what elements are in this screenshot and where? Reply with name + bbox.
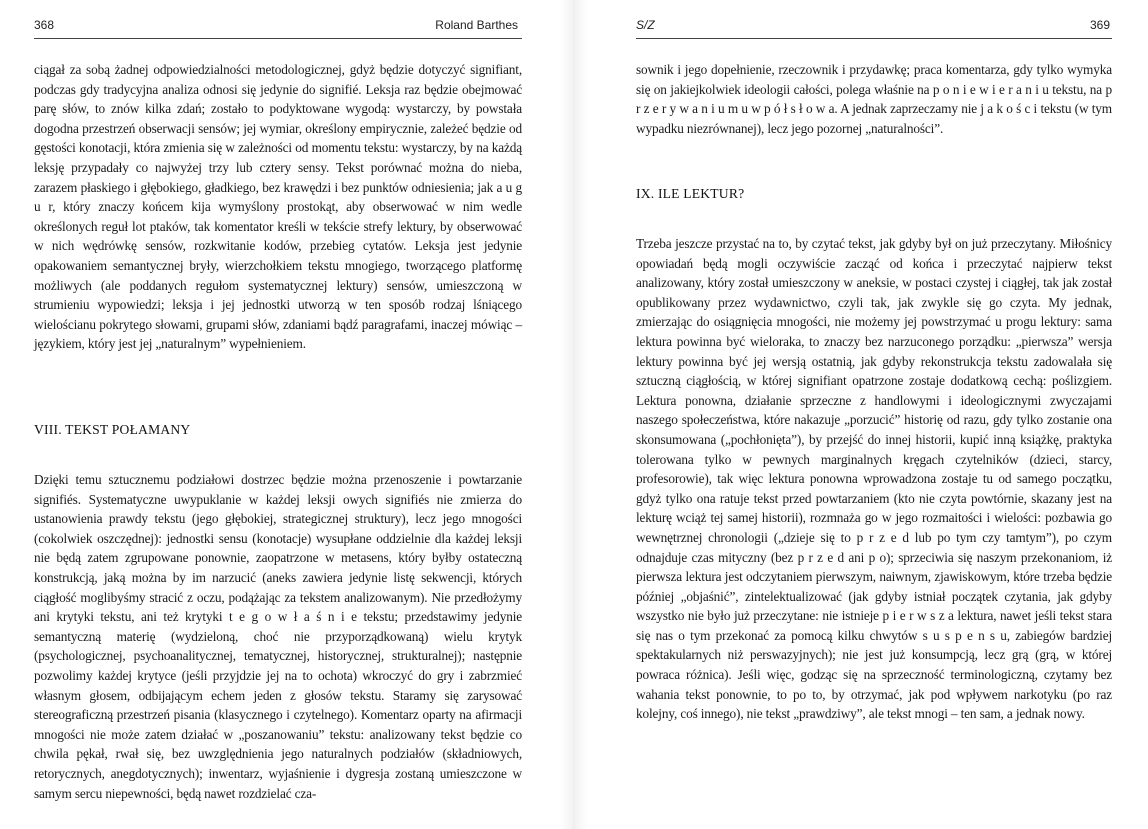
body-text xyxy=(636,234,1112,724)
paragraph: Trzeba jeszcze przystać na to, by czytać tekst, jak gdyby był on już przeczytany. Miłośnicy opowiadań będą mogli oczywiście zacząć od końca i przeczytać najpierw tekst analizowany, który został umieszczony w aneksie, w postaci czystej i ciągłej, tak jak został opublikowany przez wydawnictwo, czyli tak, jak zwykle się go czyta. My jednak, zmierzając do osiągnięcia mnogości, nie możemy jej powstrzymać u progu lektury: sama lektura powinna być wieloraka, to znaczy bez narzuconego porządku: „pierwsza” wersja lektury powinna być jej wersją ostatnią, jak gdyby rekonstrukcja tekstu zadowalała się sztuczną ciągłością, w której signifiant opatrzone zostaje dodatkową cechą: poślizgiem. Lektura ponowna, działanie sprzeczne z handlowymi i ideologicznymi zwyczajami naszego społeczeństwa, które nakazuje „porzucić” historię od razu, gdy tylko zostanie ona skonsumowana („pochłonięta”), by przejść do innej historii, kupić inną książkę, praktyka tolerowana tylko w pewnych marginalnych kręgach czytelników (dzieci, starcy, profesorowie), tak więc lektura ponowna wprowadzona zostaje tu od samego początku, gdyż tylko ona ratuje tekst przed powtarzaniem (kto nie czyta powtórnie, skazany jest na lekturę wciąż tej samej historii), rozmnaża go w jego rozmaitości i wielości: pozbawia go wewnętrznej chronologii („dzieje się to p r z e d lub po tym czy tamtym”), po czym odnajduje czas mityczny (bez p r z e d ani p o); sprzeciwia się naszym przekonaniom, iż pierwsza lektura jest odczytaniem pierwszym, naiwnym, zjawiskowym, które trzeba będzie później „objaśnić”, zintelektualizować (jak gdyby istniał początek czytania, jak gdyby wszystko nie było już przeczytane: nie istnieje p i e r w s z a lektura, nawet jeśli tekst stara się nas o tym przekonać za pomocą kilku chwytów s u s p e n s u, zabiegów bardziej spektakularnych niż perswazyjnych); nie jest już konsumpcją, lecz grą (grą, w której powraca różnica). Jeśli więc, godząc się na sprzeczność terminologiczną, czytamy bez wahania tekst ponownie, to po to, by otrzymać, jak pod wpływem narkotyku (po raz kolejny, coś innego), nie tekst „prawdziwy”, ale tekst mnogi – ten sam, a jednak nowy. xyxy=(636,236,1112,722)
right-page xyxy=(588,0,1148,829)
header-rule xyxy=(34,38,522,39)
body-text xyxy=(636,60,1112,138)
header-rule xyxy=(636,38,1112,39)
paragraph: ciągał za sobą żadnej odpowiedzialności metodologicznej, gdyż będzie dotyczyć signifiant, podczas gdy tradycyjna analiza odnosi się jedynie do signifié. Leksja raz będzie obejmować parę słów, to znów kilka zdań; zostało to podyktowane wygodą: wystarczy, by powstała dogodna przestrzeń obserwacji sensów; jej wymiar, określony empirycznie, zależeć będzie od gęstości konotacji, która zmienia się w zależności od momentu tekstu: wystarczy, by na każdą leksję przypadały co najwyżej trzy lub cztery sensy. Tekst porównać można do nieba, zarazem płaskiego i głębokiego, gładkiego, bez krawędzi i bez punktów odniesienia; jak a u g u r, który znaczy końcem kija wymyślony prostokąt, aby obserwować w nim wedle określonych reguł lot ptaków, tak komentator kreśli w tekście strefy lektury, by obserwować w nich wędrówkę sensów, rozkwitanie kodów, przebieg cytatów. Leksja jest jedynie opakowaniem semantycznej bryły, wierzchołkiem tekstu mnogiego, tworzącego platformę możliwych (ale poddanych regułom systematycznej lektury) sensów, umieszczoną w strumieniu wypowiedzi; leksja i jej jednostki utworzą w ten sposób rodzaj lśniącego wielościanu pokrytego słowami, grupami słów, zdaniami bądź paragrafami, inaczej mówiąc – językiem, który jest jej „naturalnym” wypełnieniem. xyxy=(34,62,522,352)
running-title: S/Z xyxy=(636,18,655,32)
section-heading: VIII. TEKST POŁAMANY xyxy=(34,422,191,437)
body-text xyxy=(34,60,522,354)
running-title: Roland Barthes xyxy=(435,18,518,32)
body-text xyxy=(34,470,522,803)
left-page xyxy=(0,0,560,829)
paragraph: sownik i jego dopełnienie, rzeczownik i przydawkę; praca komentarza, gdy tylko wymyka się on jakiejkolwiek ideologii całości, polega właśnie na p o n i e w i e r a n i u tekstu, na p r z e r y w a n i u m u w p ó ł s ł o w a. A jednak zaprzeczamy nie j a k o ś c i tekstu (w tym wypadku niezrównanej), lecz jego pozornej „naturalności”. xyxy=(636,62,1112,136)
paragraph: Dzięki temu sztucznemu podziałowi dostrzec będzie można przenoszenie i powtarzanie signifiés. Systematyczne uwypuklanie w każdej leksji owych signifiés nie zmierza do ustanowienia prawdy tekstu (jego głębokiej, strategicznej struktury), lecz jego mnogości (cokolwiek oszczędnej): jednostki sensu (konotacje) wysupłane oddzielnie dla każdej leksji nie będą zatem zgrupowane ponownie, zaopatrzone w metasens, który byłby ostateczną konstrukcją, jaką można by im narzucić (aneks zawiera jedynie listę sekwencji, których ciągłość moglibyśmy stracić z oczu, podążając za tekstem analizowanym). Nie przedłożymy ani krytyki tekstu, ani też krytyki t e g o w ł a ś n i e tekstu; przedstawimy jedynie semantyczną materię (wydzieloną, choć nie przyporządkowaną) wielu krytyk (psychologicznej, psychoanalitycznej, tematycznej, historycznej, strukturalnej); następnie pozwolimy każdej krytyce (jeśli przyjdzie jej na to ochota) wkroczyć do gry i zabrzmieć własnym głosem, odbijającym echem jeden z głosów tekstu. Staramy się zarysować stereograficzną przestrzeń pisania (klasycznego i czytelnego). Komentarz oparty na afirmacji mnogości nie może zatem działać w „poszanowaniu” tekstu: analizowany tekst będzie co chwila pękał, rwał się, bez uwzględnienia jego naturalnych podziałów (składniowych, retorycznych, anegdotycznych); inwentarz, wyjaśnienie i dygresja zostaną umieszczone w samym sercu niepewności, będą nawet rozdzielać cza- xyxy=(34,472,522,801)
page-number: 368 xyxy=(34,18,55,32)
page-number: 369 xyxy=(1089,18,1110,32)
section-heading: IX. ILE LEKTUR? xyxy=(636,186,745,201)
book-gutter xyxy=(560,0,588,829)
